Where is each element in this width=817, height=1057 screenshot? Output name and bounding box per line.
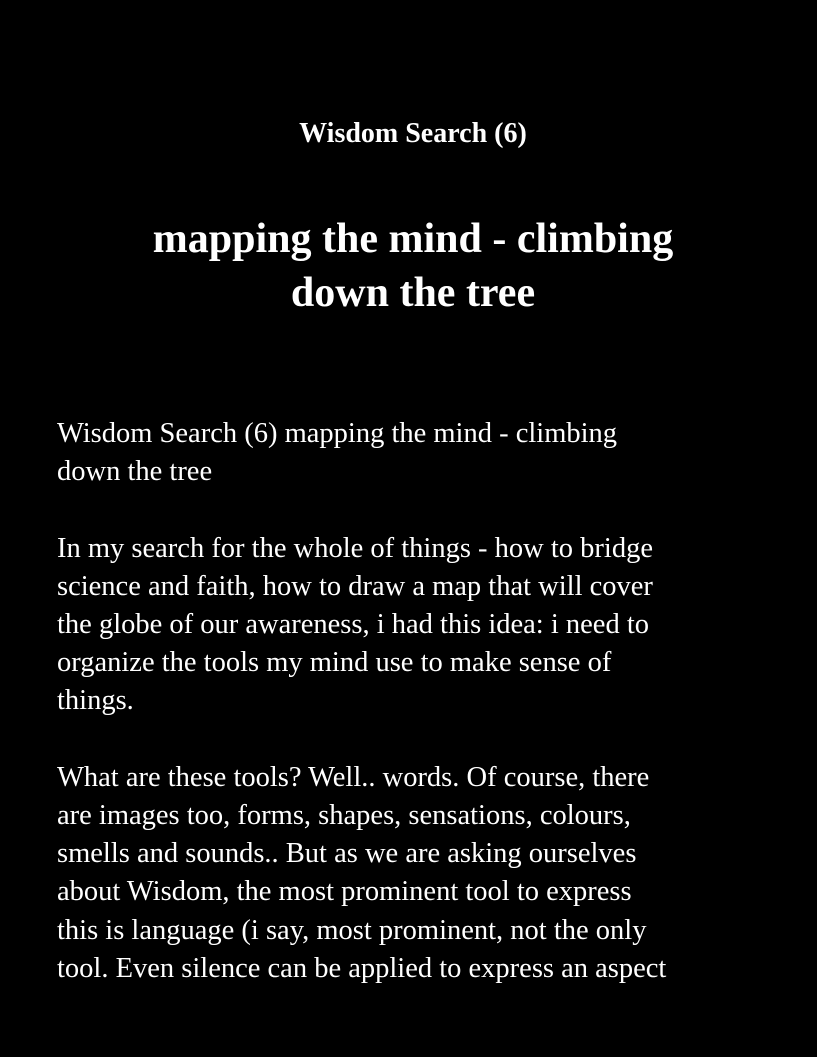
text-line: science and faith, how to draw a map that will cover bbox=[57, 570, 653, 602]
text-line: things. bbox=[57, 685, 134, 717]
main-title-line: mapping the mind - climbing bbox=[152, 216, 674, 262]
text-line: tool. Even silence can be applied to express an aspect bbox=[57, 952, 667, 984]
text-line: In my search for the whole of things - how to bridge bbox=[57, 532, 653, 564]
article-body bbox=[57, 415, 797, 1026]
paragraph-tools bbox=[57, 759, 797, 988]
text-line: down the tree bbox=[57, 456, 213, 488]
text-line: the globe of our awareness, i had this idea: i need to bbox=[57, 609, 649, 640]
text-line: organize the tools my mind use to make sense of bbox=[57, 647, 612, 679]
main-title bbox=[0, 212, 817, 320]
paragraph-search bbox=[57, 530, 797, 721]
paragraph-intro bbox=[57, 415, 797, 491]
main-title-line: down the tree bbox=[290, 270, 536, 316]
text-line: Wisdom Search (6) mapping the mind - climbing bbox=[57, 418, 618, 449]
text-line: about Wisdom, the most prominent tool to express bbox=[57, 876, 632, 908]
series-title: Wisdom Search (6) bbox=[299, 118, 527, 149]
text-line: smells and sounds.. But as we are asking ourselves bbox=[57, 838, 637, 870]
text-line: are images too, forms, shapes, sensations, colours, bbox=[57, 800, 631, 831]
text-line: this is language (i say, most prominent, not the only bbox=[57, 914, 647, 946]
text-line: What are these tools? Well.. words. Of course, there bbox=[57, 761, 650, 793]
